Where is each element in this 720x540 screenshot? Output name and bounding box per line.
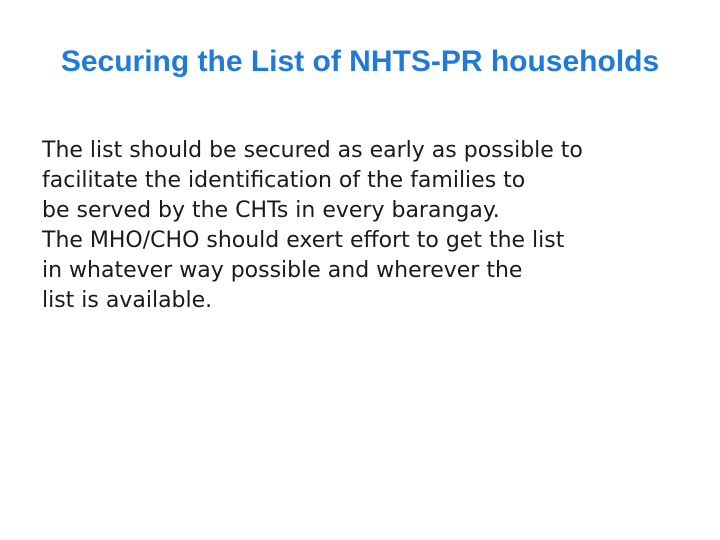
paragraph-1-line-1: The list should be secured as early as possible to	[42, 138, 583, 163]
slide-title: Securing the List of NHTS-PR households	[60, 45, 660, 78]
paragraph-1-line-3: be served by the CHTs in every barangay.	[42, 198, 500, 223]
slide-body	[42, 136, 692, 316]
paragraph-1-line-2: facilitate the identification of the families to	[42, 168, 526, 193]
paragraph-2-line-1: The MHO/CHO should exert effort to get the list	[42, 228, 565, 253]
paragraph-1	[42, 136, 692, 226]
paragraph-2	[42, 226, 692, 316]
paragraph-2-line-3: list is available.	[42, 288, 213, 313]
paragraph-2-line-2: in whatever way possible and wherever the	[42, 258, 523, 283]
